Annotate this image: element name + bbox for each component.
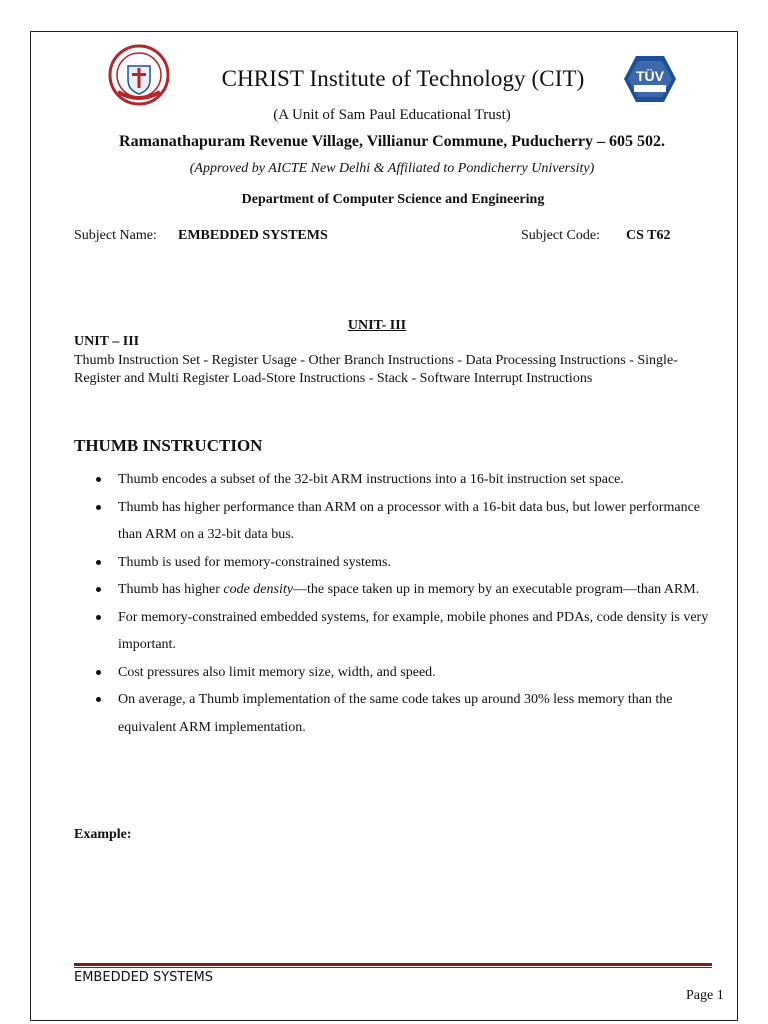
list-item: Thumb has higher performance than ARM on a processor with a 16-bit data bus, but lower performance than ARM on a 32-bit data bus. [92, 494, 722, 549]
page-number: Page 1 [686, 988, 724, 1003]
footer-rule [74, 963, 712, 966]
emphasis-term: code density [223, 582, 293, 597]
trust-line: (A Unit of Sam Paul Educational Trust) [273, 107, 511, 123]
subject-name-value: EMBEDDED SYSTEMS [178, 228, 328, 243]
bullet-icon [96, 477, 101, 482]
subject-code-label: Subject Code: [521, 228, 600, 243]
list-item: Thumb encodes a subset of the 32-bit ARM instructions into a 16-bit instruction set space. [92, 466, 722, 494]
footer-subject: EMBEDDED SYSTEMS [74, 970, 214, 985]
bullet-icon [96, 587, 101, 592]
subject-name-label: Subject Name: [74, 228, 157, 243]
address-line: Ramanathapuram Revenue Village, Villianur Commune, Puducherry – 605 502. [119, 133, 665, 150]
bullet-icon [96, 697, 101, 702]
tuv-logo-text: TÜV [636, 68, 664, 84]
bullet-list [92, 466, 722, 741]
example-label: Example: [74, 827, 132, 842]
unit-label: UNIT – III [74, 334, 140, 349]
approval-line: (Approved by AICTE New Delhi & Affiliated to Pondicherry University) [189, 161, 595, 176]
list-item: On average, a Thumb implementation of the same code takes up around 30% less memory than the equivalent ARM implementation. [92, 686, 722, 741]
institute-name: CHRIST Institute of Technology (CIT) [221, 66, 585, 91]
list-item: Cost pressures also limit memory size, width, and speed. [92, 659, 722, 687]
bullet-icon [96, 670, 101, 675]
list-item: Thumb has higher code density—the space taken up in memory by an executable program—than ARM. [92, 576, 722, 604]
department-name: Department of Computer Science and Engineering [241, 192, 545, 207]
unit-heading: UNIT- III [347, 318, 407, 333]
bullet-icon [96, 615, 101, 620]
bullet-icon [96, 505, 101, 510]
bullet-icon [96, 560, 101, 565]
subject-code-value: CS T62 [626, 228, 671, 243]
list-item: Thumb is used for memory-constrained systems. [92, 549, 722, 577]
list-item: For memory-constrained embedded systems, for example, mobile phones and PDAs, code density is very important. [92, 604, 722, 659]
section-title: THUMB INSTRUCTION [74, 436, 263, 455]
unit-topics: Thumb Instruction Set - Register Usage - Other Branch Instructions - Data Processing Instructions - Single-Register and Multi Register Load-Store Instructions - Stack - Software Interrupt Instructions [74, 353, 678, 386]
footer-rule-thin [74, 967, 712, 968]
